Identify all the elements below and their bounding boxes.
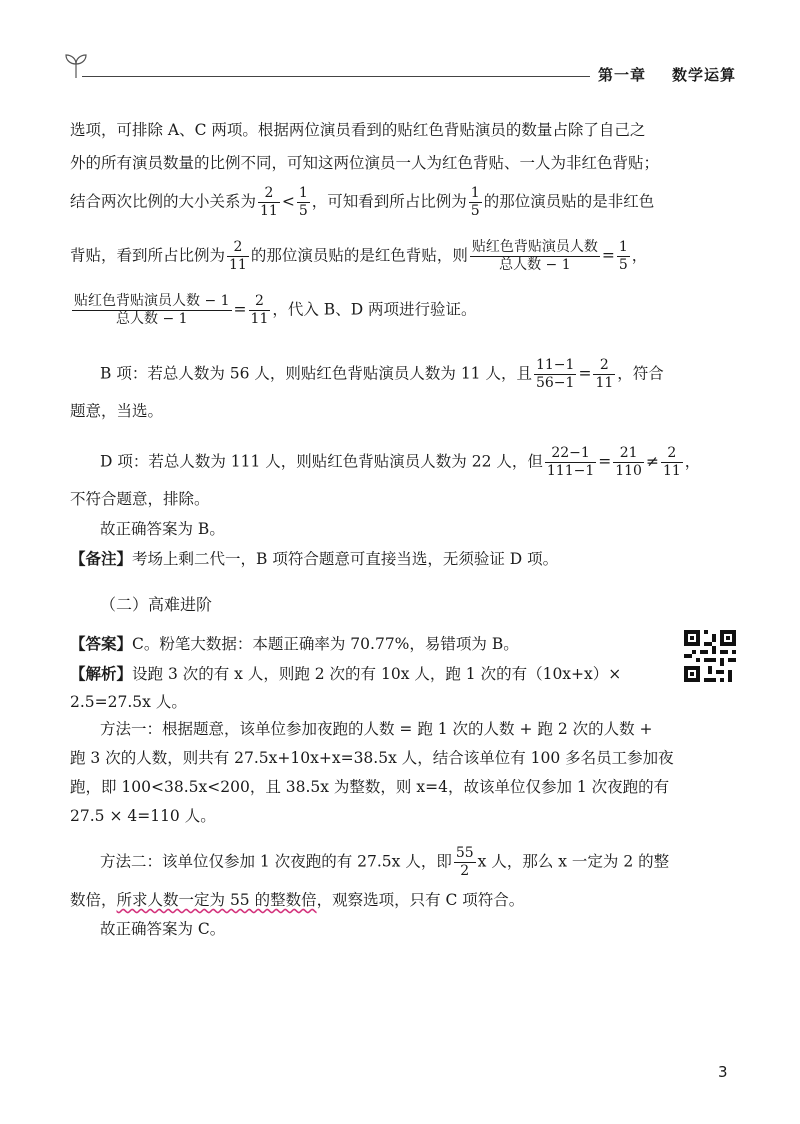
fraction: $\frac{1}{5}$ — [618, 239, 628, 273]
fraction: $\frac{2}{11}$ — [250, 293, 269, 327]
note-line: 【备注】考场上剩二代一，B 项符合题意可直接当选，无须验证 D 项。 — [70, 550, 559, 568]
analysis-line: 【解析】设跑 3 次的有 x 人，则跑 2 次的有 10x 人，跑 1 次的有（10x+x）× — [70, 665, 622, 683]
fraction: $\frac{55}{2}$ — [455, 845, 474, 879]
text-line: $\frac{\text{贴红色背贴演员人数 − 1}}{\text{总人数 − 1}}$ = $\frac{2}{11}$ ，代入 B、D 两项进行验证。 — [74, 293, 477, 327]
fraction: $\frac{\text{贴红色背贴演员人数}}{\text{总人数 − 1}}$ — [471, 239, 598, 273]
fraction: $\frac{21}{110}$ — [615, 445, 642, 479]
text-line: 不符合题意，排除。 — [70, 490, 210, 508]
fraction: $\frac{2}{11}$ — [229, 239, 247, 273]
answer-label: 【答案】 — [70, 635, 133, 653]
note-label: 【备注】 — [70, 550, 133, 568]
analysis-label: 【解析】 — [70, 665, 133, 683]
chapter-title: 第一章 — [598, 66, 647, 84]
text-line: 跑 3 次的人数，则共有 27.5x+10x+x=38.5x 人，结合该单位有 100 多名员工参加夜 — [70, 749, 674, 767]
fraction: $\frac{2}{11}$ — [595, 357, 614, 391]
text-line: 数倍，所求人数一定为 55 的整数倍，观察选项，只有 C 项符合。 — [70, 891, 525, 909]
fraction: $\frac{22-1}{111-1}$ — [546, 445, 595, 479]
text-line: 背贴，看到所占比例为 $\frac{2}{11}$ 的那位演员贴的是红色背贴，则 $\frac{\text{贴红色背贴演员人数}}{\text{总人数 − 1}}$ = $\frac{1}{5}$ ， — [70, 239, 648, 273]
fraction: $\frac{2}{11}$ — [260, 185, 278, 219]
text-line: 结合两次比例的大小关系为 $\frac{2}{11}$ < $\frac{1}{5}$ ，可知看到所占比例为 $\frac{1}{5}$ 的那位演员贴的是非红色 — [70, 185, 655, 219]
fraction: $\frac{\text{贴红色背贴演员人数 − 1}}{\text{总人数 − 1}}$ — [74, 293, 230, 327]
answer-line: 故正确答案为 C。 — [100, 920, 226, 938]
text-line: B 项：若总人数为 56 人，则贴红色背贴演员人数为 11 人，且 $\frac{11-1}{56-1}$ = $\frac{2}{11}$ ，符合 — [100, 357, 664, 391]
text-line: D 项：若总人数为 111 人，则贴红色背贴演员人数为 22 人，但 $\frac{22-1}{111-1}$ = $\frac{21}{110}$ ≠ $\frac{2}{11}$ ， — [100, 445, 701, 479]
fraction: $\frac{1}{5}$ — [470, 185, 480, 219]
fraction: $\frac{2}{11}$ — [662, 445, 681, 479]
text-line: 跑，即 100<38.5x<200，且 38.5x 为整数，则 x=4，故该单位仅参加 1 次夜跑的有 — [70, 778, 670, 796]
answer-line: 【答案】C。粉笔大数据：本题正确率为 70.77%，易错项为 B。 — [70, 635, 519, 653]
text-line: 方法一：根据题意，该单位参加夜跑的人数 = 跑 1 次的人数 + 跑 2 次的人数 + — [100, 720, 653, 738]
text-line: 外的所有演员数量的比例不同，可知这两位演员一人为红色背贴、一人为非红色背贴； — [70, 154, 660, 172]
wavy-underlined-text: 所求人数一定为 55 的整数倍 — [116, 891, 317, 909]
text-line: 27.5 × 4=110 人。 — [70, 807, 216, 825]
answer-line: 故正确答案为 B。 — [100, 520, 225, 538]
text-line: 2.5=27.5x 人。 — [70, 693, 187, 711]
text-line: 方法二：该单位仅参加 1 次夜跑的有 27.5x 人，即 $\frac{55}{2}$ x 人，那么 x 一定为 2 的整 — [100, 845, 670, 879]
section-subheading: （二）高难进阶 — [100, 595, 213, 614]
fraction: $\frac{1}{5}$ — [298, 185, 308, 219]
header-rule — [82, 76, 590, 77]
qr-code-icon[interactable] — [684, 630, 736, 682]
text-line: 题意，当选。 — [70, 402, 164, 420]
text-line: 选项，可排除 A、C 两项。根据两位演员看到的贴红色背贴演员的数量占除了自己之 — [70, 121, 646, 139]
page-number: 3 — [718, 1063, 728, 1081]
section-title: 数学运算 — [672, 66, 737, 84]
fraction: $\frac{11-1}{56-1}$ — [535, 357, 575, 391]
